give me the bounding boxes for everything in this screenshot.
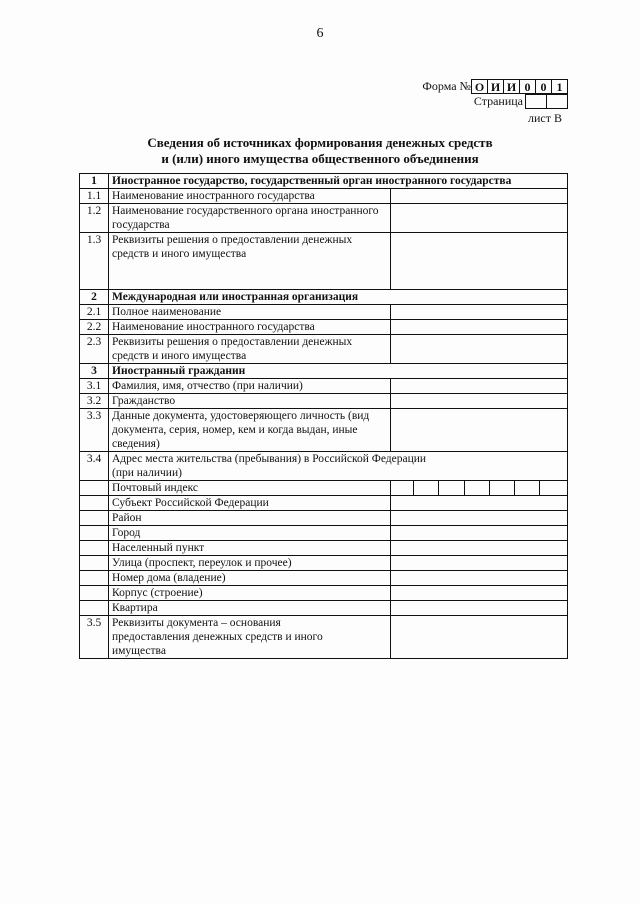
table-row xyxy=(80,452,568,481)
address-label: Город xyxy=(109,526,391,541)
address-label: Корпус (строение) xyxy=(109,586,391,601)
value-field[interactable] xyxy=(391,189,568,204)
row-number: 3.3 xyxy=(80,409,109,452)
form-label: Форма № xyxy=(422,79,471,93)
row-label: Наименование государственного органа иностранного государства xyxy=(109,204,391,233)
address-row xyxy=(80,556,568,571)
row-label: Данные документа, удостоверяющего личность (вид документа, серия, номер, кем и когда выдан, иные сведения) xyxy=(109,409,391,452)
address-label: Улица (проспект, переулок и прочее) xyxy=(109,556,391,571)
value-field[interactable] xyxy=(391,556,568,571)
value-field[interactable] xyxy=(391,601,568,616)
row-number: 1.1 xyxy=(80,189,109,204)
row-label: Реквизиты решения о предоставлении денежных средств и иного имущества xyxy=(109,335,391,364)
title-line-1: Сведения об источниках формирования денежных средств xyxy=(147,135,493,150)
value-field[interactable] xyxy=(391,409,568,452)
row-number: 3.5 xyxy=(80,616,109,659)
address-row xyxy=(80,526,568,541)
value-field[interactable] xyxy=(391,571,568,586)
value-field[interactable] xyxy=(391,233,568,290)
section-number: 3 xyxy=(80,364,109,379)
address-label: Номер дома (владение) xyxy=(109,571,391,586)
row-label: Наименование иностранного государства xyxy=(109,189,391,204)
table-row xyxy=(80,616,568,659)
table-row xyxy=(80,394,568,409)
page-number: 6 xyxy=(316,26,324,41)
address-row xyxy=(80,496,568,511)
address-label: Квартира xyxy=(109,601,391,616)
address-label: Населенный пункт xyxy=(109,541,391,556)
page-label: Страница xyxy=(473,94,523,108)
row-number: 3.1 xyxy=(80,379,109,394)
table-row xyxy=(80,409,568,452)
table-row xyxy=(80,233,568,290)
row-label: Наименование иностранного государства xyxy=(109,320,391,335)
section-title: Иностранное государство, государственный орган иностранного государства xyxy=(109,174,568,189)
page-field[interactable] xyxy=(525,94,547,109)
address-row xyxy=(80,511,568,526)
postal-code-field[interactable] xyxy=(391,481,568,496)
form-code-cell: И xyxy=(487,79,504,94)
row-label: Реквизиты документа – основания предоставления денежных средств и иного имущества xyxy=(109,616,391,659)
address-label: Район xyxy=(109,511,391,526)
row-label: Адрес места жительства (пребывания) в Российской Федерации (при наличии) xyxy=(109,452,568,481)
value-field[interactable] xyxy=(391,379,568,394)
section-header-row xyxy=(80,364,568,379)
form-code-cell: 0 xyxy=(519,79,536,94)
value-field[interactable] xyxy=(391,394,568,409)
table-row xyxy=(80,335,568,364)
page-field[interactable] xyxy=(546,94,568,109)
table-row xyxy=(80,305,568,320)
row-number: 3.4 xyxy=(80,452,109,481)
row-number: 1.3 xyxy=(80,233,109,290)
address-row xyxy=(80,601,568,616)
section-header-row xyxy=(80,290,568,305)
table-row xyxy=(80,379,568,394)
form-code-cell: О xyxy=(471,79,488,94)
form-code-cell: 0 xyxy=(535,79,552,94)
value-field[interactable] xyxy=(391,305,568,320)
postal-code-cells xyxy=(394,481,564,495)
document-title xyxy=(0,135,640,167)
table-row xyxy=(80,189,568,204)
form-code-row xyxy=(422,79,568,94)
value-field[interactable] xyxy=(391,586,568,601)
sources-table xyxy=(79,173,568,659)
form-code-cell: И xyxy=(503,79,520,94)
form-code-cell: 1 xyxy=(551,79,568,94)
row-label: Полное наименование xyxy=(109,305,391,320)
section-number: 1 xyxy=(80,174,109,189)
address-row xyxy=(80,481,568,496)
value-field[interactable] xyxy=(391,496,568,511)
table-row xyxy=(80,320,568,335)
row-number: 2.2 xyxy=(80,320,109,335)
row-number: 1.2 xyxy=(80,204,109,233)
value-field[interactable] xyxy=(391,616,568,659)
address-label: Почтовый индекс xyxy=(109,481,391,496)
address-row xyxy=(80,586,568,601)
value-field[interactable] xyxy=(391,320,568,335)
section-header-row xyxy=(80,174,568,189)
form-number-block xyxy=(422,79,568,126)
section-title: Иностранный гражданин xyxy=(109,364,568,379)
row-number: 2.3 xyxy=(80,335,109,364)
value-field[interactable] xyxy=(391,204,568,233)
table-row xyxy=(80,204,568,233)
sheet-label: лист В xyxy=(528,111,562,125)
value-field[interactable] xyxy=(391,541,568,556)
value-field[interactable] xyxy=(391,526,568,541)
value-field[interactable] xyxy=(391,335,568,364)
row-number: 2.1 xyxy=(80,305,109,320)
address-row xyxy=(80,541,568,556)
row-label: Фамилия, имя, отчество (при наличии) xyxy=(109,379,391,394)
row-label: Реквизиты решения о предоставлении денежных средств и иного имущества xyxy=(109,233,391,290)
section-title: Международная или иностранная организация xyxy=(109,290,568,305)
value-field[interactable] xyxy=(391,511,568,526)
page-row xyxy=(422,94,568,109)
title-line-2: и (или) иного имущества общественного объединения xyxy=(161,151,479,166)
address-row xyxy=(80,571,568,586)
address-label: Субъект Российской Федерации xyxy=(109,496,391,511)
section-number: 2 xyxy=(80,290,109,305)
row-number: 3.2 xyxy=(80,394,109,409)
row-label: Гражданство xyxy=(109,394,391,409)
